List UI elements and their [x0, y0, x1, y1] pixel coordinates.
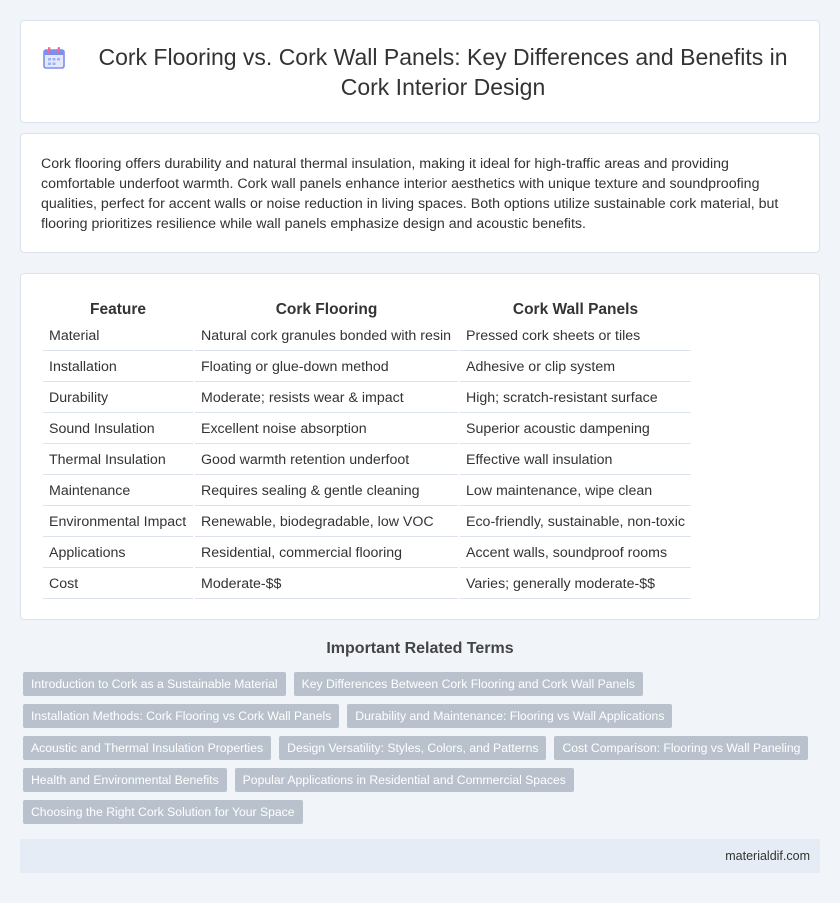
table-cell: Installation	[43, 353, 193, 382]
table-cell: Effective wall insulation	[460, 446, 691, 475]
column-header-feature: Feature	[90, 301, 146, 318]
table-cell: Low maintenance, wipe clean	[460, 477, 691, 506]
related-term-link[interactable]: Acoustic and Thermal Insulation Properties	[23, 736, 271, 760]
table-cell: Adhesive or clip system	[460, 353, 691, 382]
table-cell: Natural cork granules bonded with resin	[195, 322, 458, 351]
table-cell: Excellent noise absorption	[195, 415, 458, 444]
header-card	[20, 20, 820, 123]
table-row	[43, 446, 691, 475]
related-term-link[interactable]: Cost Comparison: Flooring vs Wall Paneling	[554, 736, 808, 760]
comparison-table	[41, 296, 693, 601]
table-cell: Sound Insulation	[43, 415, 193, 444]
table-cell: Material	[43, 322, 193, 351]
related-term-link[interactable]: Durability and Maintenance: Flooring vs Wall Applications	[347, 704, 672, 728]
table-cell: Cost	[43, 570, 193, 599]
related-term-link[interactable]: Design Versatility: Styles, Colors, and Patterns	[279, 736, 546, 760]
table-cell: Varies; generally moderate-$$	[460, 570, 691, 599]
table-cell: Floating or glue-down method	[195, 353, 458, 382]
column-header-cork-wall-panels: Cork Wall Panels	[512, 301, 639, 318]
header-inner	[21, 21, 819, 122]
related-term-link[interactable]: Key Differences Between Cork Flooring and Cork Wall Panels	[294, 672, 643, 696]
footer-site-name: materialdif.com	[725, 849, 810, 863]
table-cell: Accent walls, soundproof rooms	[460, 539, 691, 568]
table-cell: Maintenance	[43, 477, 193, 506]
table-row	[43, 539, 691, 568]
table-cell: Eco-friendly, sustainable, non-toxic	[460, 508, 691, 537]
related-term-link[interactable]: Installation Methods: Cork Flooring vs Cork Wall Panels	[23, 704, 339, 728]
table-cell: Thermal Insulation	[43, 446, 193, 475]
footer	[20, 839, 820, 873]
table-cell: Good warmth retention underfoot	[195, 446, 458, 475]
table-cell: Requires sealing & gentle cleaning	[195, 477, 458, 506]
related-term-link[interactable]: Health and Environmental Benefits	[23, 768, 227, 792]
table-row	[43, 322, 691, 351]
page-title: Cork Flooring vs. Cork Wall Panels: Key Differences and Benefits in Cork Interior Design	[98, 43, 788, 100]
related-terms-list	[23, 672, 813, 824]
table-cell: High; scratch-resistant surface	[460, 384, 691, 413]
table-header-row	[43, 298, 691, 320]
table-cell: Residential, commercial flooring	[195, 539, 458, 568]
table-cell: Renewable, biodegradable, low VOC	[195, 508, 458, 537]
related-terms-heading: Important Related Terms	[326, 640, 514, 657]
table-cell: Pressed cork sheets or tiles	[460, 322, 691, 351]
table-cell: Moderate-$$	[195, 570, 458, 599]
comparison-table-card	[20, 273, 820, 620]
table-row	[43, 570, 691, 599]
table-cell: Superior acoustic dampening	[460, 415, 691, 444]
intro-card	[20, 133, 820, 253]
intro-paragraph: Cork flooring offers durability and natural thermal insulation, making it ideal for high-traffic areas and providing comfortable underfoot warmth. Cork wall panels enhance interior aesthetics with unique texture and soundproofing qualities, perfect for accent walls or noise reduction in living spaces. Both options utilize sustainable cork material, but flooring prioritizes resilience while wall panels emphasize design and acoustic benefits.	[41, 156, 779, 232]
calendar-icon	[41, 45, 67, 71]
table-row	[43, 477, 691, 506]
column-header-cork-flooring: Cork Flooring	[275, 301, 378, 318]
table-row	[43, 353, 691, 382]
table-row	[43, 384, 691, 413]
related-term-link[interactable]: Popular Applications in Residential and Commercial Spaces	[235, 768, 574, 792]
table-cell: Durability	[43, 384, 193, 413]
table-cell: Environmental Impact	[43, 508, 193, 537]
table-cell: Moderate; resists wear & impact	[195, 384, 458, 413]
related-term-link[interactable]: Introduction to Cork as a Sustainable Material	[23, 672, 286, 696]
table-cell: Applications	[43, 539, 193, 568]
table-row	[43, 508, 691, 537]
related-term-link[interactable]: Choosing the Right Cork Solution for Your Space	[23, 800, 303, 824]
table-row	[43, 415, 691, 444]
